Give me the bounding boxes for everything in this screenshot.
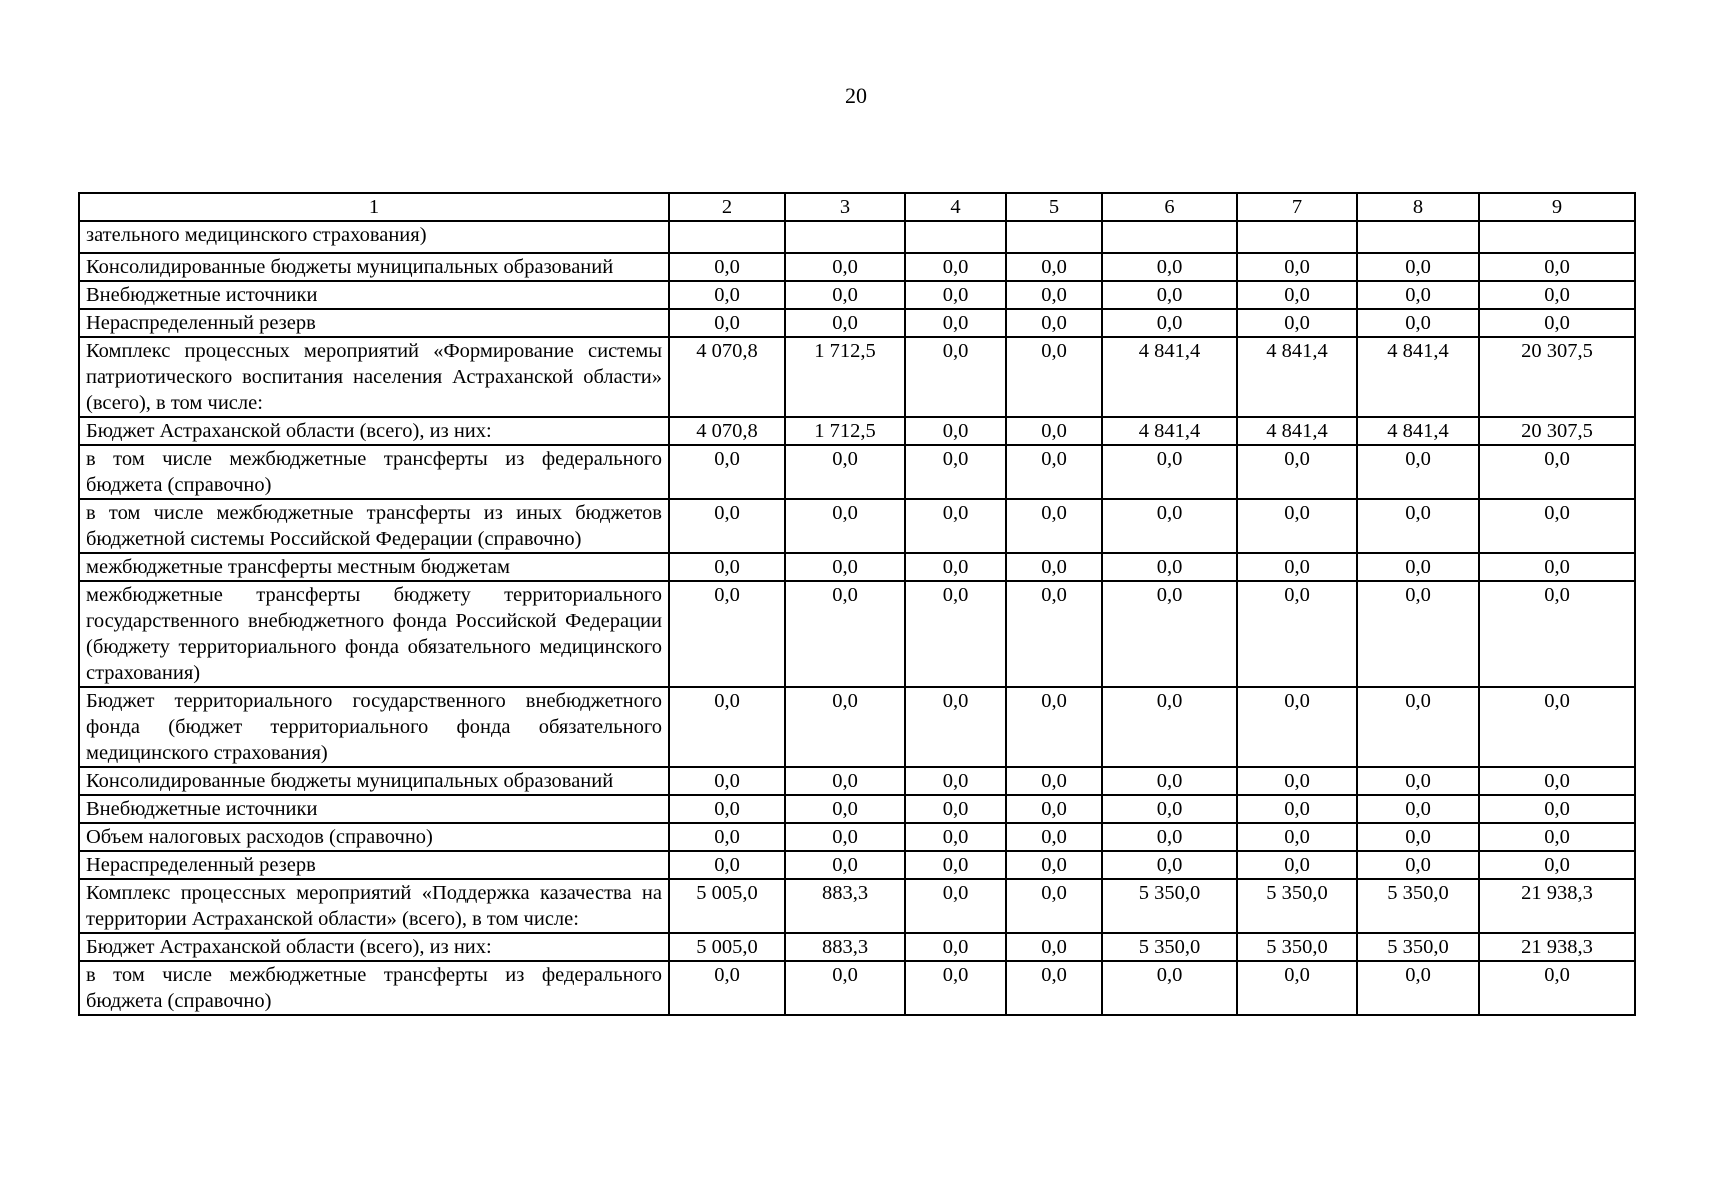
table-cell: 0,0 [1006,581,1102,687]
table-cell: 0,0 [1006,961,1102,1015]
table-row [79,499,1635,553]
table-cell: 0,0 [1357,253,1479,281]
table-cell: 0,0 [1479,961,1635,1015]
table-cell: 0,0 [1006,767,1102,795]
table-cell: 0,0 [905,281,1006,309]
table-cell: 0,0 [905,253,1006,281]
table-cell: 5 005,0 [669,879,785,933]
table-cell: 0,0 [905,879,1006,933]
table-cell: 4 841,4 [1357,417,1479,445]
table-cell: 0,0 [785,253,905,281]
table-cell: 0,0 [905,823,1006,851]
table-row [79,417,1635,445]
table-cell: 0,0 [905,767,1006,795]
table-cell: 0,0 [669,767,785,795]
column-header: 6 [1102,193,1237,221]
table-cell: 0,0 [905,581,1006,687]
column-header: 4 [905,193,1006,221]
table-cell: 0,0 [1102,445,1237,499]
table-cell: 0,0 [1102,961,1237,1015]
row-label: Комплекс процессных мероприятий «Формирование системы патриотического воспитания населения Астраханской области» (всего), в том числе: [79,337,669,417]
table-cell: 0,0 [669,281,785,309]
table-cell: 0,0 [1237,851,1357,879]
table-cell: 0,0 [1357,961,1479,1015]
table-cell: 0,0 [1479,795,1635,823]
table-cell: 0,0 [669,253,785,281]
row-label: Внебюджетные источники [79,281,669,309]
table-cell: 0,0 [1102,553,1237,581]
table-cell: 0,0 [1357,823,1479,851]
table-cell [1237,221,1357,253]
table-cell: 0,0 [785,687,905,767]
table-cell: 0,0 [1237,687,1357,767]
table-header-row [79,193,1635,221]
table-cell: 5 350,0 [1102,933,1237,961]
table-cell: 0,0 [1102,851,1237,879]
table-cell: 0,0 [669,309,785,337]
table-cell: 0,0 [1006,553,1102,581]
column-header: 1 [79,193,669,221]
table-cell: 0,0 [1102,795,1237,823]
table-cell: 0,0 [1479,253,1635,281]
table-cell: 5 350,0 [1237,933,1357,961]
table-cell: 0,0 [1237,581,1357,687]
table-cell: 0,0 [1006,933,1102,961]
table-row [79,961,1635,1015]
table-row [79,933,1635,961]
table-cell: 5 350,0 [1237,879,1357,933]
table-row [79,281,1635,309]
table-cell: 0,0 [1479,687,1635,767]
table-cell: 0,0 [1006,687,1102,767]
table-cell: 20 307,5 [1479,417,1635,445]
table-cell: 0,0 [785,961,905,1015]
row-label: Бюджет Астраханской области (всего), из них: [79,933,669,961]
table-row [79,581,1635,687]
column-header: 2 [669,193,785,221]
table-cell: 0,0 [669,687,785,767]
table-cell: 0,0 [1479,281,1635,309]
table-cell: 883,3 [785,933,905,961]
table-cell: 0,0 [669,795,785,823]
table-cell: 0,0 [1102,687,1237,767]
table-cell: 0,0 [1237,823,1357,851]
budget-table [78,192,1636,1016]
table-cell: 0,0 [1006,499,1102,553]
table-cell: 0,0 [905,687,1006,767]
table-cell: 0,0 [1237,445,1357,499]
table-row [79,823,1635,851]
table-cell: 883,3 [785,879,905,933]
table-cell: 0,0 [1357,281,1479,309]
table-cell: 0,0 [905,499,1006,553]
column-header: 9 [1479,193,1635,221]
table-cell: 0,0 [785,823,905,851]
table-cell: 0,0 [1237,795,1357,823]
table-row [79,767,1635,795]
table-cell: 0,0 [1006,253,1102,281]
table-cell: 0,0 [1479,309,1635,337]
table-cell: 5 005,0 [669,933,785,961]
table-cell: 0,0 [669,553,785,581]
table-cell: 0,0 [905,417,1006,445]
table-cell [669,221,785,253]
table-row [79,253,1635,281]
table-cell: 0,0 [905,933,1006,961]
table-cell: 0,0 [785,281,905,309]
table-cell: 0,0 [1237,253,1357,281]
column-header: 3 [785,193,905,221]
table-cell: 0,0 [1006,337,1102,417]
table-cell: 0,0 [669,961,785,1015]
table-cell: 0,0 [1357,553,1479,581]
row-label: межбюджетные трансферты бюджету территориального государственного внебюджетного фонда Российской Федерации (бюджету территориального фонда обязательного медицинского страхования) [79,581,669,687]
table-cell: 0,0 [1006,851,1102,879]
table-cell: 4 070,8 [669,417,785,445]
table-cell: 0,0 [1357,499,1479,553]
table-cell: 0,0 [1357,445,1479,499]
table-cell: 20 307,5 [1479,337,1635,417]
row-label: межбюджетные трансферты местным бюджетам [79,553,669,581]
table-cell: 0,0 [1357,851,1479,879]
table-cell: 4 841,4 [1102,417,1237,445]
row-label: Консолидированные бюджеты муниципальных образований [79,253,669,281]
table-cell: 4 841,4 [1357,337,1479,417]
row-label: Консолидированные бюджеты муниципальных образований [79,767,669,795]
table-cell: 0,0 [1479,823,1635,851]
table-cell: 0,0 [1102,767,1237,795]
table-cell: 0,0 [669,499,785,553]
table-cell: 0,0 [1006,795,1102,823]
table-cell [905,221,1006,253]
table-cell: 0,0 [785,581,905,687]
column-header: 8 [1357,193,1479,221]
table-row [79,879,1635,933]
table-cell: 0,0 [1479,767,1635,795]
table-cell: 0,0 [1357,309,1479,337]
table-cell: 0,0 [905,851,1006,879]
table-cell: 4 841,4 [1102,337,1237,417]
table-row [79,553,1635,581]
table-cell: 0,0 [1479,499,1635,553]
table-cell: 0,0 [669,581,785,687]
row-label: Нераспределенный резерв [79,851,669,879]
table-cell: 0,0 [1357,581,1479,687]
table-row [79,687,1635,767]
table-cell: 0,0 [1479,553,1635,581]
table-cell: 4 841,4 [1237,417,1357,445]
table-cell: 0,0 [1237,767,1357,795]
table-cell: 0,0 [1237,309,1357,337]
table-cell: 0,0 [785,499,905,553]
table-cell: 0,0 [1357,687,1479,767]
table-row [79,309,1635,337]
table-cell: 1 712,5 [785,417,905,445]
table-cell: 0,0 [1102,823,1237,851]
table-cell: 21 938,3 [1479,933,1635,961]
table-cell [1006,221,1102,253]
table-cell: 0,0 [669,445,785,499]
table-cell: 0,0 [1237,281,1357,309]
table-cell: 5 350,0 [1102,879,1237,933]
column-header: 7 [1237,193,1357,221]
table-cell: 0,0 [1102,253,1237,281]
table-cell: 0,0 [1006,309,1102,337]
table-cell: 0,0 [1102,281,1237,309]
table-row [79,445,1635,499]
table-cell [1479,221,1635,253]
row-label: в том числе межбюджетные трансферты из федерального бюджета (справочно) [79,961,669,1015]
table-cell: 1 712,5 [785,337,905,417]
table-cell: 4 070,8 [669,337,785,417]
table-cell: 0,0 [1237,553,1357,581]
table-cell: 0,0 [785,445,905,499]
table-cell: 0,0 [905,795,1006,823]
table-cell: 0,0 [905,961,1006,1015]
table-cell: 5 350,0 [1357,879,1479,933]
table-cell: 0,0 [1006,281,1102,309]
table-cell: 0,0 [785,767,905,795]
row-label: Комплекс процессных мероприятий «Поддержка казачества на территории Астраханской области» (всего), в том числе: [79,879,669,933]
table-cell: 0,0 [1102,581,1237,687]
table-cell: 0,0 [1102,309,1237,337]
table-cell: 0,0 [785,851,905,879]
table-cell: 0,0 [905,337,1006,417]
table-cell: 0,0 [905,309,1006,337]
table-cell: 5 350,0 [1357,933,1479,961]
table-cell: 0,0 [785,309,905,337]
table-row [79,221,1635,253]
row-label: зательного медицинского страхования) [79,221,669,253]
row-label: Бюджет Астраханской области (всего), из них: [79,417,669,445]
column-header: 5 [1006,193,1102,221]
table-cell: 0,0 [669,823,785,851]
row-label: Внебюджетные источники [79,795,669,823]
row-label: Бюджет территориального государственного внебюджетного фонда (бюджет территориального фонда обязательного медицинского страхования) [79,687,669,767]
table-cell [785,221,905,253]
row-label: в том числе межбюджетные трансферты из иных бюджетов бюджетной системы Российской Федерации (справочно) [79,499,669,553]
table-cell [1357,221,1479,253]
table-cell: 0,0 [1237,499,1357,553]
table-body [79,221,1635,1015]
table-row [79,795,1635,823]
table-cell: 0,0 [1006,823,1102,851]
table-cell: 0,0 [1479,851,1635,879]
row-label: Нераспределенный резерв [79,309,669,337]
row-label: в том числе межбюджетные трансферты из федерального бюджета (справочно) [79,445,669,499]
table-row [79,337,1635,417]
table-cell: 21 938,3 [1479,879,1635,933]
table-cell: 0,0 [669,851,785,879]
table-cell [1102,221,1237,253]
table-cell: 4 841,4 [1237,337,1357,417]
table-cell: 0,0 [785,553,905,581]
table-cell: 0,0 [1006,445,1102,499]
table-cell: 0,0 [1357,767,1479,795]
table-cell: 0,0 [1237,961,1357,1015]
table-cell: 0,0 [1479,581,1635,687]
table-cell: 0,0 [905,445,1006,499]
table-row [79,851,1635,879]
table-cell: 0,0 [1006,417,1102,445]
row-label: Объем налоговых расходов (справочно) [79,823,669,851]
table-cell: 0,0 [785,795,905,823]
table-cell: 0,0 [905,553,1006,581]
table-cell: 0,0 [1102,499,1237,553]
table-cell: 0,0 [1006,879,1102,933]
table-cell: 0,0 [1479,445,1635,499]
table-cell: 0,0 [1357,795,1479,823]
page-number: 20 [845,83,867,108]
